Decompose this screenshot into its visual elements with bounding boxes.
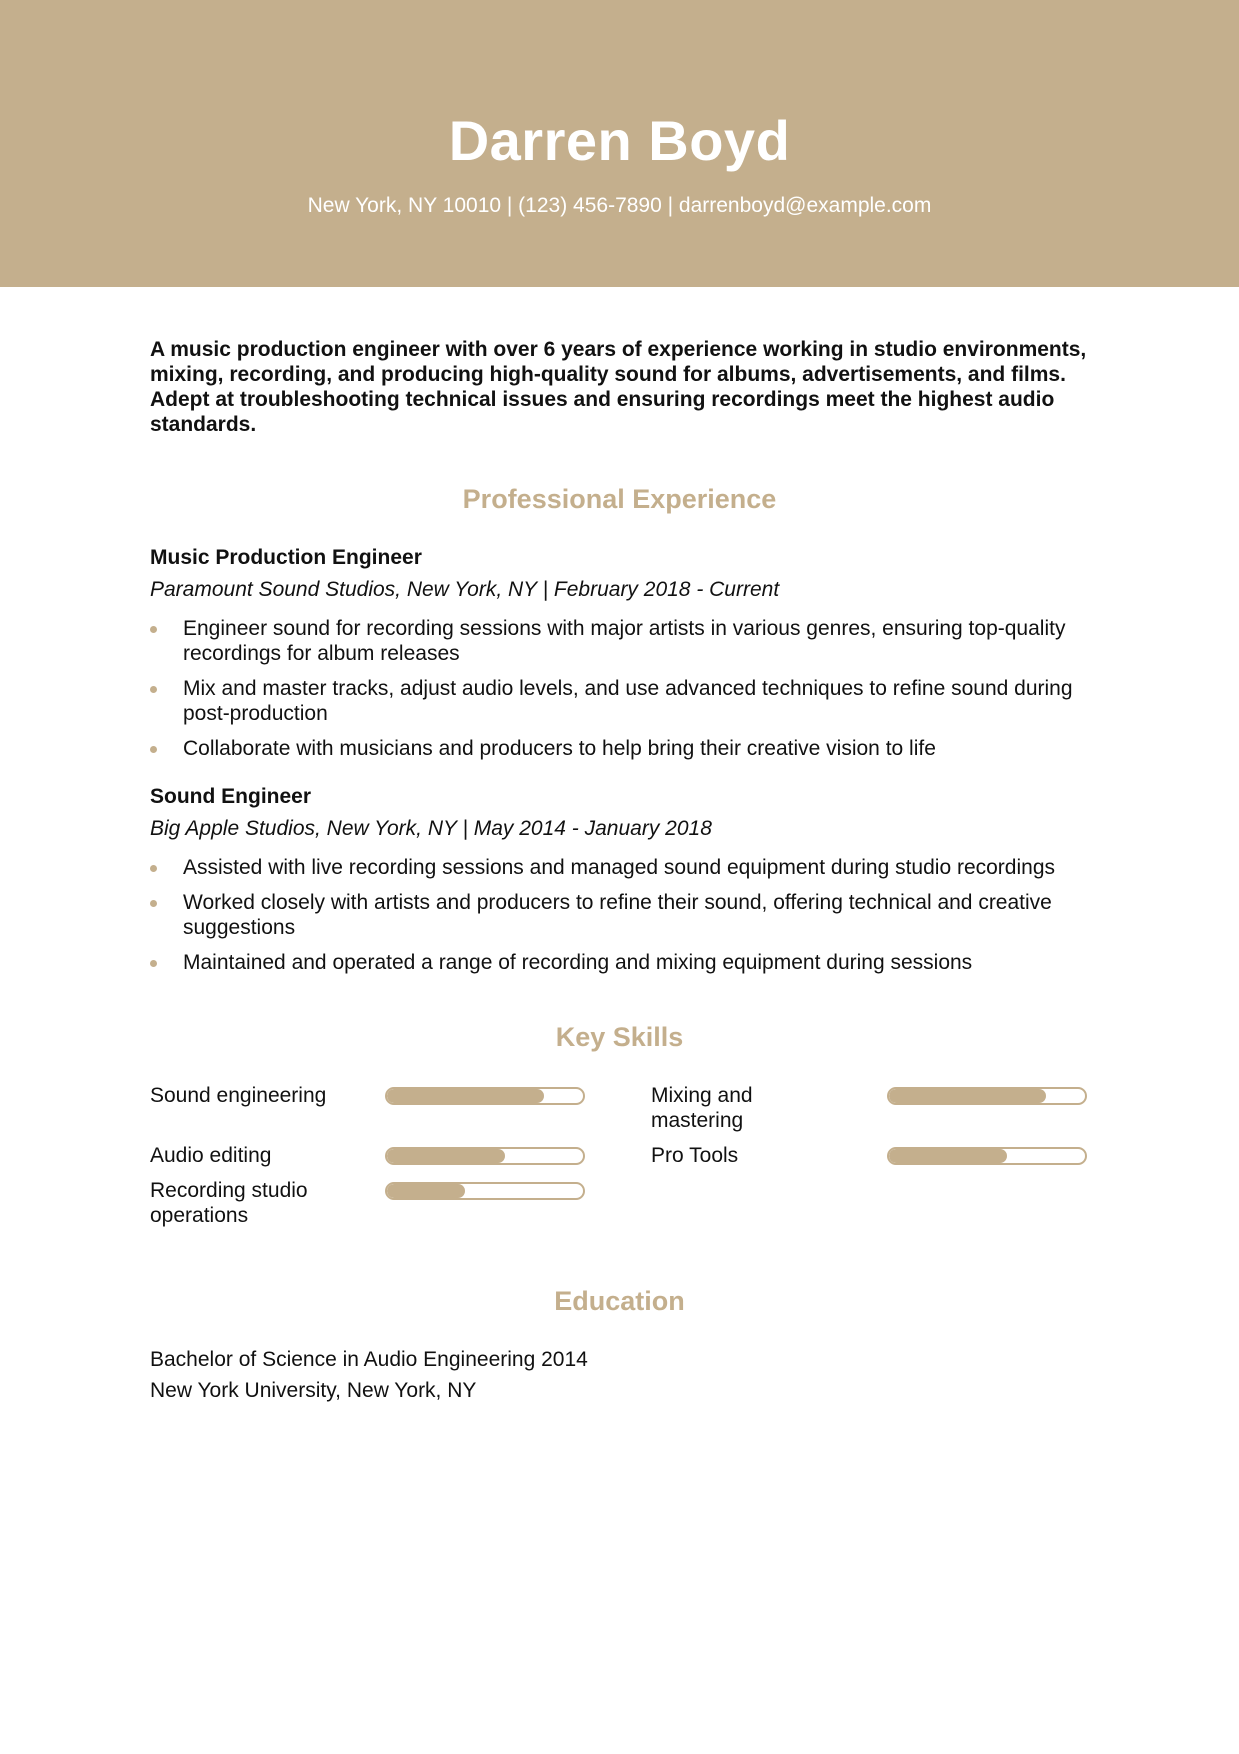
skill-label: Pro Tools — [651, 1144, 739, 1167]
header-banner — [0, 0, 1239, 287]
section-title-education: Education — [554, 1286, 685, 1316]
contact-info: New York, NY 10010 | (123) 456-7890 | darrenboyd@example.com — [307, 194, 932, 217]
job-meta: Paramount Sound Studios, New York, NY | February 2018 - Current — [150, 578, 780, 601]
skill-level-fill — [889, 1089, 1046, 1103]
bullet-dot-icon — [150, 865, 157, 872]
education-school: New York University, New York, NY — [150, 1379, 477, 1402]
bullet-text: Mix and master tracks, adjust audio levels, and use advanced techniques to refine sound during post-production — [183, 677, 1073, 725]
job-bullet — [150, 736, 1100, 761]
skill-level-bar — [385, 1182, 585, 1200]
job-title: Music Production Engineer — [150, 546, 422, 569]
bullet-text: Engineer sound for recording sessions with major artists in various genres, ensuring top-quality recordings for album releases — [183, 617, 1066, 665]
bullet-text: Maintained and operated a range of recording and mixing equipment during sessions — [183, 951, 973, 974]
job-meta: Big Apple Studios, New York, NY | May 2014 - January 2018 — [150, 817, 712, 840]
job-bullet — [150, 950, 1100, 975]
skill-label: Sound engineering — [150, 1084, 327, 1107]
bullet-text: Assisted with live recording sessions and managed sound equipment during studio recordings — [183, 856, 1056, 879]
skill-level-bar — [887, 1147, 1087, 1165]
skill-label: Mixing and mastering — [651, 1084, 753, 1132]
skill-level-fill — [387, 1149, 505, 1163]
skill-level-bar — [385, 1087, 585, 1105]
job-bullet — [150, 616, 1100, 666]
education-degree: Bachelor of Science in Audio Engineering 2014 — [150, 1348, 588, 1371]
section-title-skills: Key Skills — [555, 1022, 684, 1052]
candidate-name: Darren Boyd — [448, 109, 791, 172]
bullet-text: Collaborate with musicians and producers to help bring their creative vision to life — [183, 737, 936, 760]
job-bullet — [150, 855, 1100, 880]
bullet-dot-icon — [150, 960, 157, 967]
bullet-dot-icon — [150, 900, 157, 907]
job-bullet — [150, 890, 1100, 940]
bullet-text: Worked closely with artists and producers to refine their sound, offering technical and creative suggestions — [183, 891, 1052, 939]
skill-level-fill — [387, 1184, 465, 1198]
skill-level-bar — [887, 1087, 1087, 1105]
bullet-dot-icon — [150, 626, 157, 633]
bullet-dot-icon — [150, 746, 157, 753]
skill-label: Recording studio operations — [150, 1179, 308, 1227]
skill-level-bar — [385, 1147, 585, 1165]
section-title-experience: Professional Experience — [462, 484, 777, 514]
job-title: Sound Engineer — [150, 785, 312, 808]
skill-level-fill — [387, 1089, 544, 1103]
job-bullet — [150, 676, 1100, 726]
skill-level-fill — [889, 1149, 1007, 1163]
bullet-dot-icon — [150, 686, 157, 693]
skill-label: Audio editing — [150, 1144, 272, 1167]
summary-paragraph: A music production engineer with over 6 years of experience working in studio environments, mixing, recording, and producing high-quality sound for albums, advertisements, and films. Adept at troubleshooting technical issues and ensuring recordings meet the highest audio standards. — [150, 338, 1087, 436]
